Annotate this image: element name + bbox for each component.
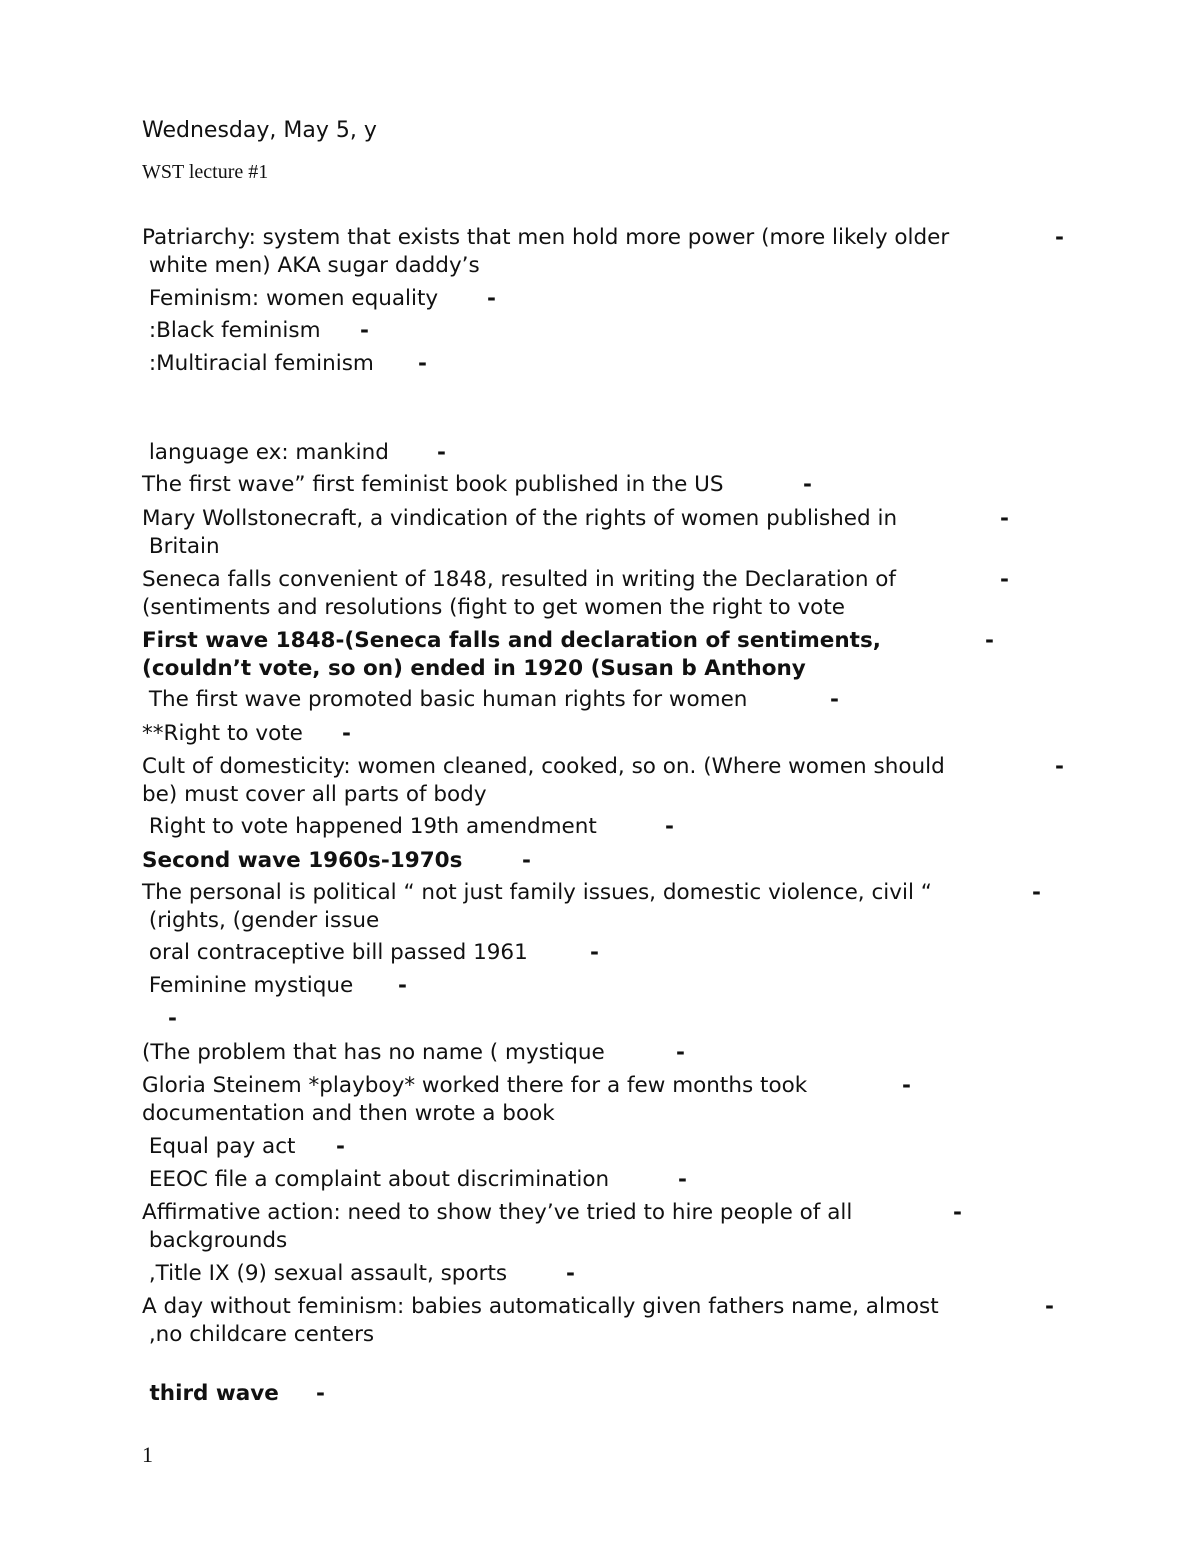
text-line: ,Title IX (9) sexual assault, sports: [142, 1261, 508, 1286]
bullet-dash: -: [1000, 506, 1009, 531]
text-line: Cult of domesticity: women cleaned, cooked, so on. (Where women should: [142, 754, 945, 779]
text-line: (rights, (gender issue: [142, 908, 380, 933]
bullet-dash: -: [398, 973, 407, 998]
text-line: documentation and then wrote a book: [142, 1101, 555, 1126]
bullet-dash: -: [1032, 880, 1041, 905]
section-heading: Second wave 1960s-1970s: [142, 848, 463, 873]
text-line: ,no childcare centers: [142, 1322, 375, 1347]
text-line: Seneca falls convenient of 1848, resulted in writing the Declaration of: [142, 567, 897, 592]
bullet-dash: -: [418, 351, 427, 376]
text-line: backgrounds: [142, 1228, 288, 1253]
page-number: 1: [142, 1442, 153, 1467]
bullet-dash: -: [665, 814, 674, 839]
bullet-dash: -: [522, 848, 531, 873]
bullet-dash: -: [985, 628, 994, 653]
text-line: Right to vote happened 19th amendment: [142, 814, 597, 839]
text-line: be) must cover all parts of body: [142, 782, 487, 807]
text-line: white men) AKA sugar daddy’s: [142, 253, 480, 278]
text-line: Equal pay act: [142, 1134, 296, 1159]
bullet-dash: -: [830, 687, 839, 712]
bullet-dash: -: [902, 1073, 911, 1098]
bullet-dash: -: [953, 1200, 962, 1225]
text-line: **Right to vote: [142, 721, 303, 746]
section-heading: third wave: [142, 1381, 279, 1406]
bullet-dash: -: [437, 440, 446, 465]
text-line: Britain: [142, 534, 220, 559]
text-line: Feminism: women equality: [142, 286, 439, 311]
bullet-dash: -: [566, 1261, 575, 1286]
text-line: Affirmative action: need to show they’ve tried to hire people of all: [142, 1200, 853, 1225]
text-line: Patriarchy: system that exists that men hold more power (more likely older: [142, 225, 950, 250]
bullet-dash: -: [1055, 754, 1064, 779]
text-line: oral contraceptive bill passed 1961: [142, 940, 528, 965]
bullet-dash: -: [360, 318, 369, 343]
text-line: (sentiments and resolutions (fight to get women the right to vote: [142, 595, 845, 620]
text-line: A day without feminism: babies automatically given fathers name, almost: [142, 1294, 939, 1319]
text-line: Gloria Steinem *playboy* worked there for a few months took: [142, 1073, 808, 1098]
bullet-dash: -: [342, 721, 351, 746]
text-line: The personal is political “ not just family issues, domestic violence, civil “: [142, 880, 932, 905]
bullet-dash: -: [487, 286, 496, 311]
text-line: (The problem that has no name ( mystique: [142, 1040, 605, 1065]
bullet-dash: -: [676, 1040, 685, 1065]
bullet-dash: -: [1000, 567, 1009, 592]
text-line: Feminine mystique: [142, 973, 354, 998]
text-line: language ex: mankind: [142, 440, 389, 465]
bullet-dash: -: [316, 1381, 325, 1406]
bullet-dash: -: [168, 1006, 177, 1031]
bullet-dash: -: [1045, 1294, 1054, 1319]
text-line-bold: (couldn’t vote, so on) ended in 1920 (Susan b Anthony: [142, 656, 806, 681]
text-line: :Black feminism: [142, 318, 321, 343]
text-line: Mary Wollstonecraft, a vindication of the rights of women published in: [142, 506, 898, 531]
bullet-dash: -: [803, 472, 812, 497]
text-line: The first wave” first feminist book published in the US: [142, 472, 724, 497]
date-heading: Wednesday, May 5, y: [142, 118, 377, 143]
bullet-dash: -: [590, 940, 599, 965]
text-line: :Multiracial feminism: [142, 351, 374, 376]
bullet-dash: -: [678, 1167, 687, 1192]
text-line-bold: First wave 1848-(Seneca falls and declaration of sentiments,: [142, 628, 881, 653]
bullet-dash: -: [1055, 225, 1064, 250]
text-line: The first wave promoted basic human rights for women: [142, 687, 748, 712]
text-line: EEOC file a complaint about discrimination: [142, 1167, 610, 1192]
lecture-title: WST lecture #1: [142, 161, 269, 183]
bullet-dash: -: [336, 1134, 345, 1159]
